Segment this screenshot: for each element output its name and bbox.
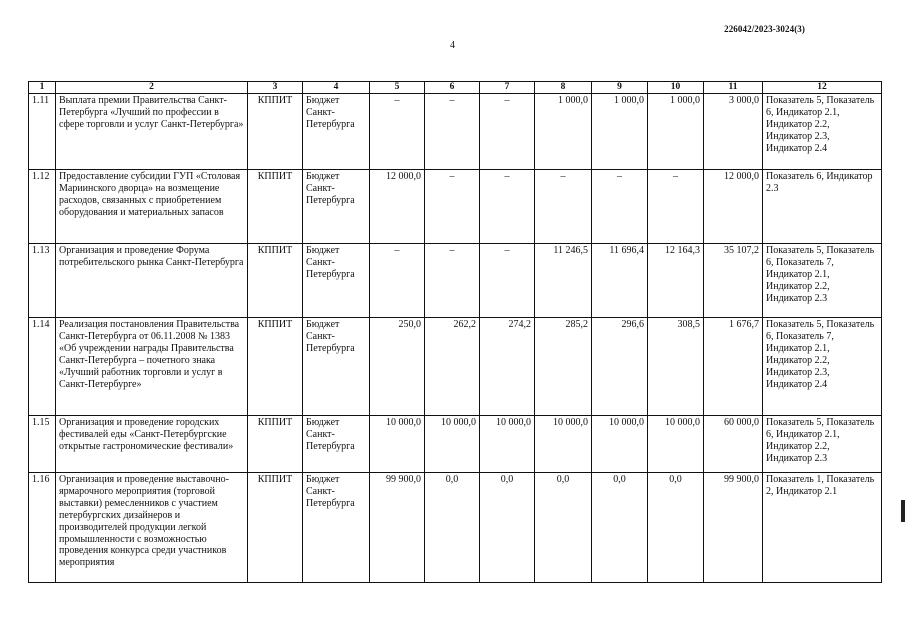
executor: КППИТ (248, 94, 303, 170)
row-number: 1.14 (29, 318, 56, 416)
value-col8: 10 000,0 (535, 416, 592, 473)
value-col7: 274,2 (480, 318, 535, 416)
value-col8: – (535, 170, 592, 244)
column-header: 10 (648, 82, 704, 94)
value-col7: – (480, 170, 535, 244)
column-header: 4 (303, 82, 370, 94)
executor: КППИТ (248, 473, 303, 583)
funding-source: Бюджет Санкт-Петербурга (303, 318, 370, 416)
value-col6: – (425, 94, 480, 170)
value-col10: 308,5 (648, 318, 704, 416)
funding-source: Бюджет Санкт-Петербурга (303, 94, 370, 170)
executor: КППИТ (248, 416, 303, 473)
document-number: 226042/2023-3024(3) (724, 24, 805, 34)
page-number: 4 (450, 40, 455, 51)
table-row (29, 473, 882, 583)
value-col5: 12 000,0 (370, 170, 425, 244)
value-total: 1 676,7 (704, 318, 763, 416)
value-col5: – (370, 94, 425, 170)
value-col5: 99 900,0 (370, 473, 425, 583)
column-header: 3 (248, 82, 303, 94)
funding-source: Бюджет Санкт-Петербурга (303, 416, 370, 473)
program-table (28, 81, 882, 583)
row-number: 1.15 (29, 416, 56, 473)
column-header: 8 (535, 82, 592, 94)
value-col8: 0,0 (535, 473, 592, 583)
activity-name: Организация и проведение городских фестивалей еды «Санкт-Петербургские открытые гастрономические фестивали» (56, 416, 248, 473)
value-col9: 10 000,0 (592, 416, 648, 473)
value-total: 35 107,2 (704, 244, 763, 318)
executor: КППИТ (248, 318, 303, 416)
funding-source: Бюджет Санкт-Петербурга (303, 473, 370, 583)
column-header: 5 (370, 82, 425, 94)
column-header: 9 (592, 82, 648, 94)
indicators: Показатель 5, Показатель 6, Показатель 7, Индикатор 2.1, Индикатор 2.2, Индикатор 2.3 (763, 244, 882, 318)
value-col10: – (648, 170, 704, 244)
value-total: 12 000,0 (704, 170, 763, 244)
value-col7: – (480, 244, 535, 318)
indicators: Показатель 1, Показатель 2, Индикатор 2.1 (763, 473, 882, 583)
indicators: Показатель 5, Показатель 6, Индикатор 2.1, Индикатор 2.2, Индикатор 2.3, Индикатор 2.4 (763, 94, 882, 170)
indicators: Показатель 6, Индикатор 2.3 (763, 170, 882, 244)
value-col7: 10 000,0 (480, 416, 535, 473)
value-col10: 12 164,3 (648, 244, 704, 318)
value-col5: – (370, 244, 425, 318)
value-col6: 262,2 (425, 318, 480, 416)
scan-edge-mark (901, 500, 905, 522)
activity-name: Выплата премии Правительства Санкт-Петербурга «Лучший по профессии в сфере торговли и услуг Санкт-Петербурга» (56, 94, 248, 170)
row-number: 1.13 (29, 244, 56, 318)
value-total: 60 000,0 (704, 416, 763, 473)
value-col5: 10 000,0 (370, 416, 425, 473)
value-col7: 0,0 (480, 473, 535, 583)
value-col9: 1 000,0 (592, 94, 648, 170)
executor: КППИТ (248, 244, 303, 318)
row-number: 1.11 (29, 94, 56, 170)
value-col9: – (592, 170, 648, 244)
value-col8: 1 000,0 (535, 94, 592, 170)
indicators: Показатель 5, Показатель 6, Индикатор 2.1, Индикатор 2.2, Индикатор 2.3 (763, 416, 882, 473)
table-row (29, 318, 882, 416)
value-col6: 0,0 (425, 473, 480, 583)
table-row (29, 170, 882, 244)
table-row (29, 244, 882, 318)
value-total: 99 900,0 (704, 473, 763, 583)
row-number: 1.12 (29, 170, 56, 244)
value-col10: 1 000,0 (648, 94, 704, 170)
column-header: 11 (704, 82, 763, 94)
value-col6: – (425, 244, 480, 318)
column-header: 6 (425, 82, 480, 94)
value-col6: – (425, 170, 480, 244)
value-col5: 250,0 (370, 318, 425, 416)
value-col9: 11 696,4 (592, 244, 648, 318)
value-col6: 10 000,0 (425, 416, 480, 473)
activity-name: Предоставление субсидии ГУП «Столовая Мариинского дворца» на возмещение расходов, связанных с приобретением оборудования и материальных запасов (56, 170, 248, 244)
value-col10: 0,0 (648, 473, 704, 583)
column-header: 2 (56, 82, 248, 94)
value-col8: 285,2 (535, 318, 592, 416)
indicators: Показатель 5, Показатель 6, Показатель 7, Индикатор 2.1, Индикатор 2.2, Индикатор 2.3, Индикатор 2.4 (763, 318, 882, 416)
executor: КППИТ (248, 170, 303, 244)
value-col8: 11 246,5 (535, 244, 592, 318)
table-row (29, 94, 882, 170)
value-col7: – (480, 94, 535, 170)
activity-name: Организация и проведение выставочно-ярмарочного мероприятия (торговой выставки) ремесленников с участием петербургских дизайнеров и производителей продукции легкой промышленности с возможностью проведения конкурса среди участников мероприятия (56, 473, 248, 583)
activity-name: Организация и проведение Форума потребительского рынка Санкт-Петербурга (56, 244, 248, 318)
value-total: 3 000,0 (704, 94, 763, 170)
value-col9: 0,0 (592, 473, 648, 583)
column-header: 12 (763, 82, 882, 94)
column-header: 1 (29, 82, 56, 94)
activity-name: Реализация постановления Правительства Санкт-Петербурга от 06.11.2008 № 1383 «Об учреждении награды Правительства Санкт-Петербурга – почетного знака «Лучший работник торговли и услуг в Санкт-Петербурге» (56, 318, 248, 416)
value-col9: 296,6 (592, 318, 648, 416)
row-number: 1.16 (29, 473, 56, 583)
value-col10: 10 000,0 (648, 416, 704, 473)
funding-source: Бюджет Санкт-Петербурга (303, 170, 370, 244)
funding-source: Бюджет Санкт-Петербурга (303, 244, 370, 318)
column-header: 7 (480, 82, 535, 94)
table-row (29, 416, 882, 473)
table-header-row (29, 82, 882, 94)
